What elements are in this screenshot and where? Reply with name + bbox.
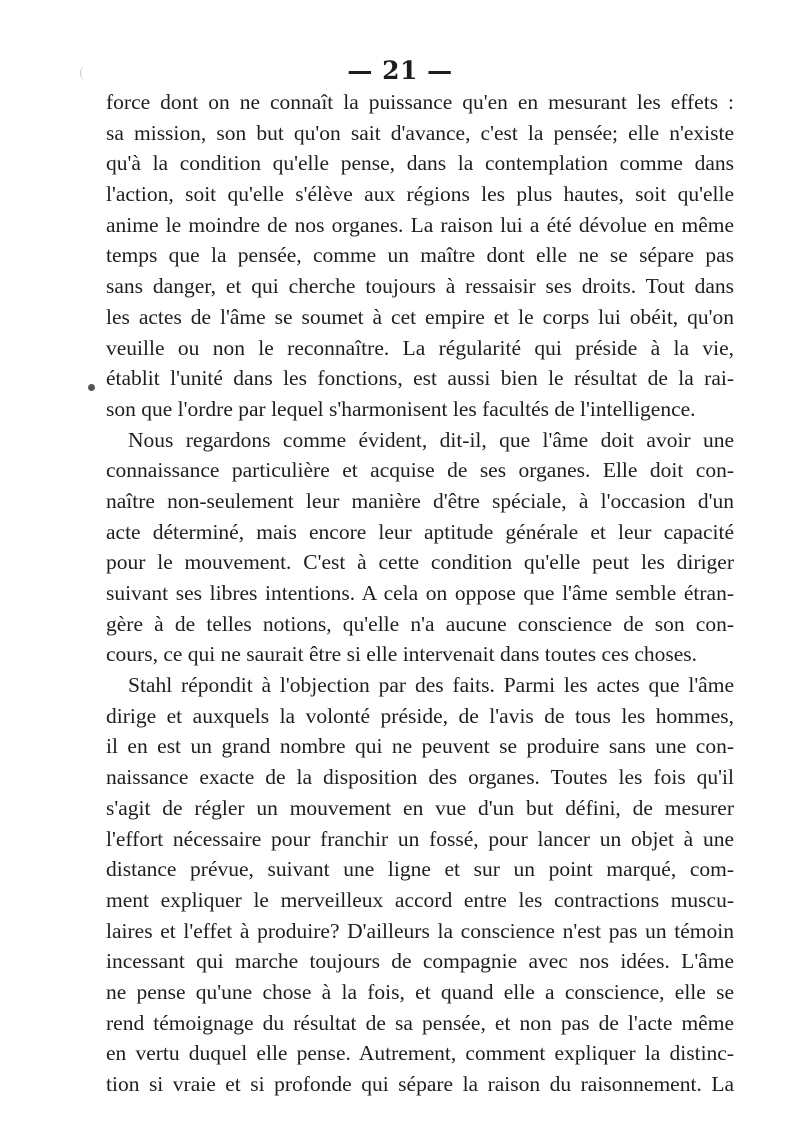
text-line: sa mission, son but qu'on sait d'avance, c'est la pensée; elle n'existe: [106, 120, 734, 145]
text-line: incessant qui marche toujours de compagnie avec nos idées. L'âme: [106, 949, 734, 974]
text-line: pour le mouvement. C'est à cette condition qu'elle peut les diriger: [106, 550, 734, 575]
text-line: il en est un grand nombre qui ne peuvent se produire sans une con-: [106, 734, 734, 759]
text-line: force dont on ne connaît la puissance qu'en en mesurant les effets :: [106, 90, 734, 114]
text-line: sans danger, et qui cherche toujours à ressaisir ses droits. Tout dans: [106, 274, 734, 299]
text-line: naître non-seulement leur manière d'être spéciale, à l'occasion d'un: [106, 488, 734, 513]
body-text: [106, 87, 734, 1100]
text-line: acte déterminé, mais encore leur aptitude générale et leur capacité: [106, 519, 734, 544]
text-line: laires et l'effet à produire? D'ailleurs la conscience n'est pas un témoin: [106, 918, 734, 943]
text-line: tion si vraie et si profonde qui sépare la raison du raisonnement. La: [106, 1072, 734, 1096]
text-line: temps que la pensée, comme un maître dont elle ne se sépare pas: [106, 243, 734, 268]
text-line: cours, ce qui ne saurait être si elle intervenait dans toutes ces choses.: [106, 642, 698, 667]
text-line: ment expliquer le merveilleux accord entre les contractions muscu-: [106, 887, 734, 912]
text-line: connaissance particulière et acquise de ses organes. Elle doit con-: [106, 458, 734, 483]
text-line: s'agit de régler un mouvement en vue d'un but défini, de mesurer: [106, 795, 734, 820]
text-line: suivant ses libres intentions. A cela on oppose que l'âme semble étran-: [106, 581, 734, 605]
text-line: ne pense qu'une chose à la fois, et quand elle a conscience, elle se: [106, 979, 734, 1004]
text-line: son que l'ordre par lequel s'harmonisent les facultés de l'intelligence.: [106, 396, 696, 421]
text-line: Nous regardons comme évident, dit-il, que l'âme doit avoir une: [128, 427, 734, 452]
text-line: rend témoignage du résultat de sa pensée, et non pas de l'acte même: [106, 1010, 734, 1035]
text-line: naissance exacte de la disposition des organes. Toutes les fois qu'il: [106, 765, 734, 790]
text-line: l'action, soit qu'elle s'élève aux régions les plus hautes, soit qu'elle: [106, 182, 734, 207]
text-line: anime le moindre de nos organes. La raison lui a été dévolue en même: [106, 212, 734, 237]
text-line: qu'à la condition qu'elle pense, dans la contemplation comme dans: [106, 151, 734, 176]
margin-dot: [88, 384, 95, 391]
text-line: dirige et auxquels la volonté préside, de l'avis de tous les hommes,: [106, 703, 734, 728]
page-number: — 21 —: [347, 56, 453, 85]
text-line: en vertu duquel elle pense. Autrement, comment expliquer la distinc-: [106, 1041, 734, 1066]
text-line: établit l'unité dans les fonctions, est aussi bien le résultat de la rai-: [106, 366, 734, 391]
text-line: distance prévue, suivant une ligne et sur un point marqué, com-: [106, 857, 734, 882]
text-line: veuille ou non le reconnaître. La régularité qui préside à la vie,: [106, 335, 734, 360]
text-line: gère à de telles notions, qu'elle n'a aucune conscience de son con-: [106, 611, 734, 636]
text-line: les actes de l'âme se soumet à cet empire et le corps lui obéit, qu'on: [106, 304, 734, 329]
text-line: Stahl répondit à l'objection par des faits. Parmi les actes que l'âme: [128, 673, 734, 698]
text-line: l'effort nécessaire pour franchir un fossé, pour lancer un objet à une: [106, 826, 734, 851]
